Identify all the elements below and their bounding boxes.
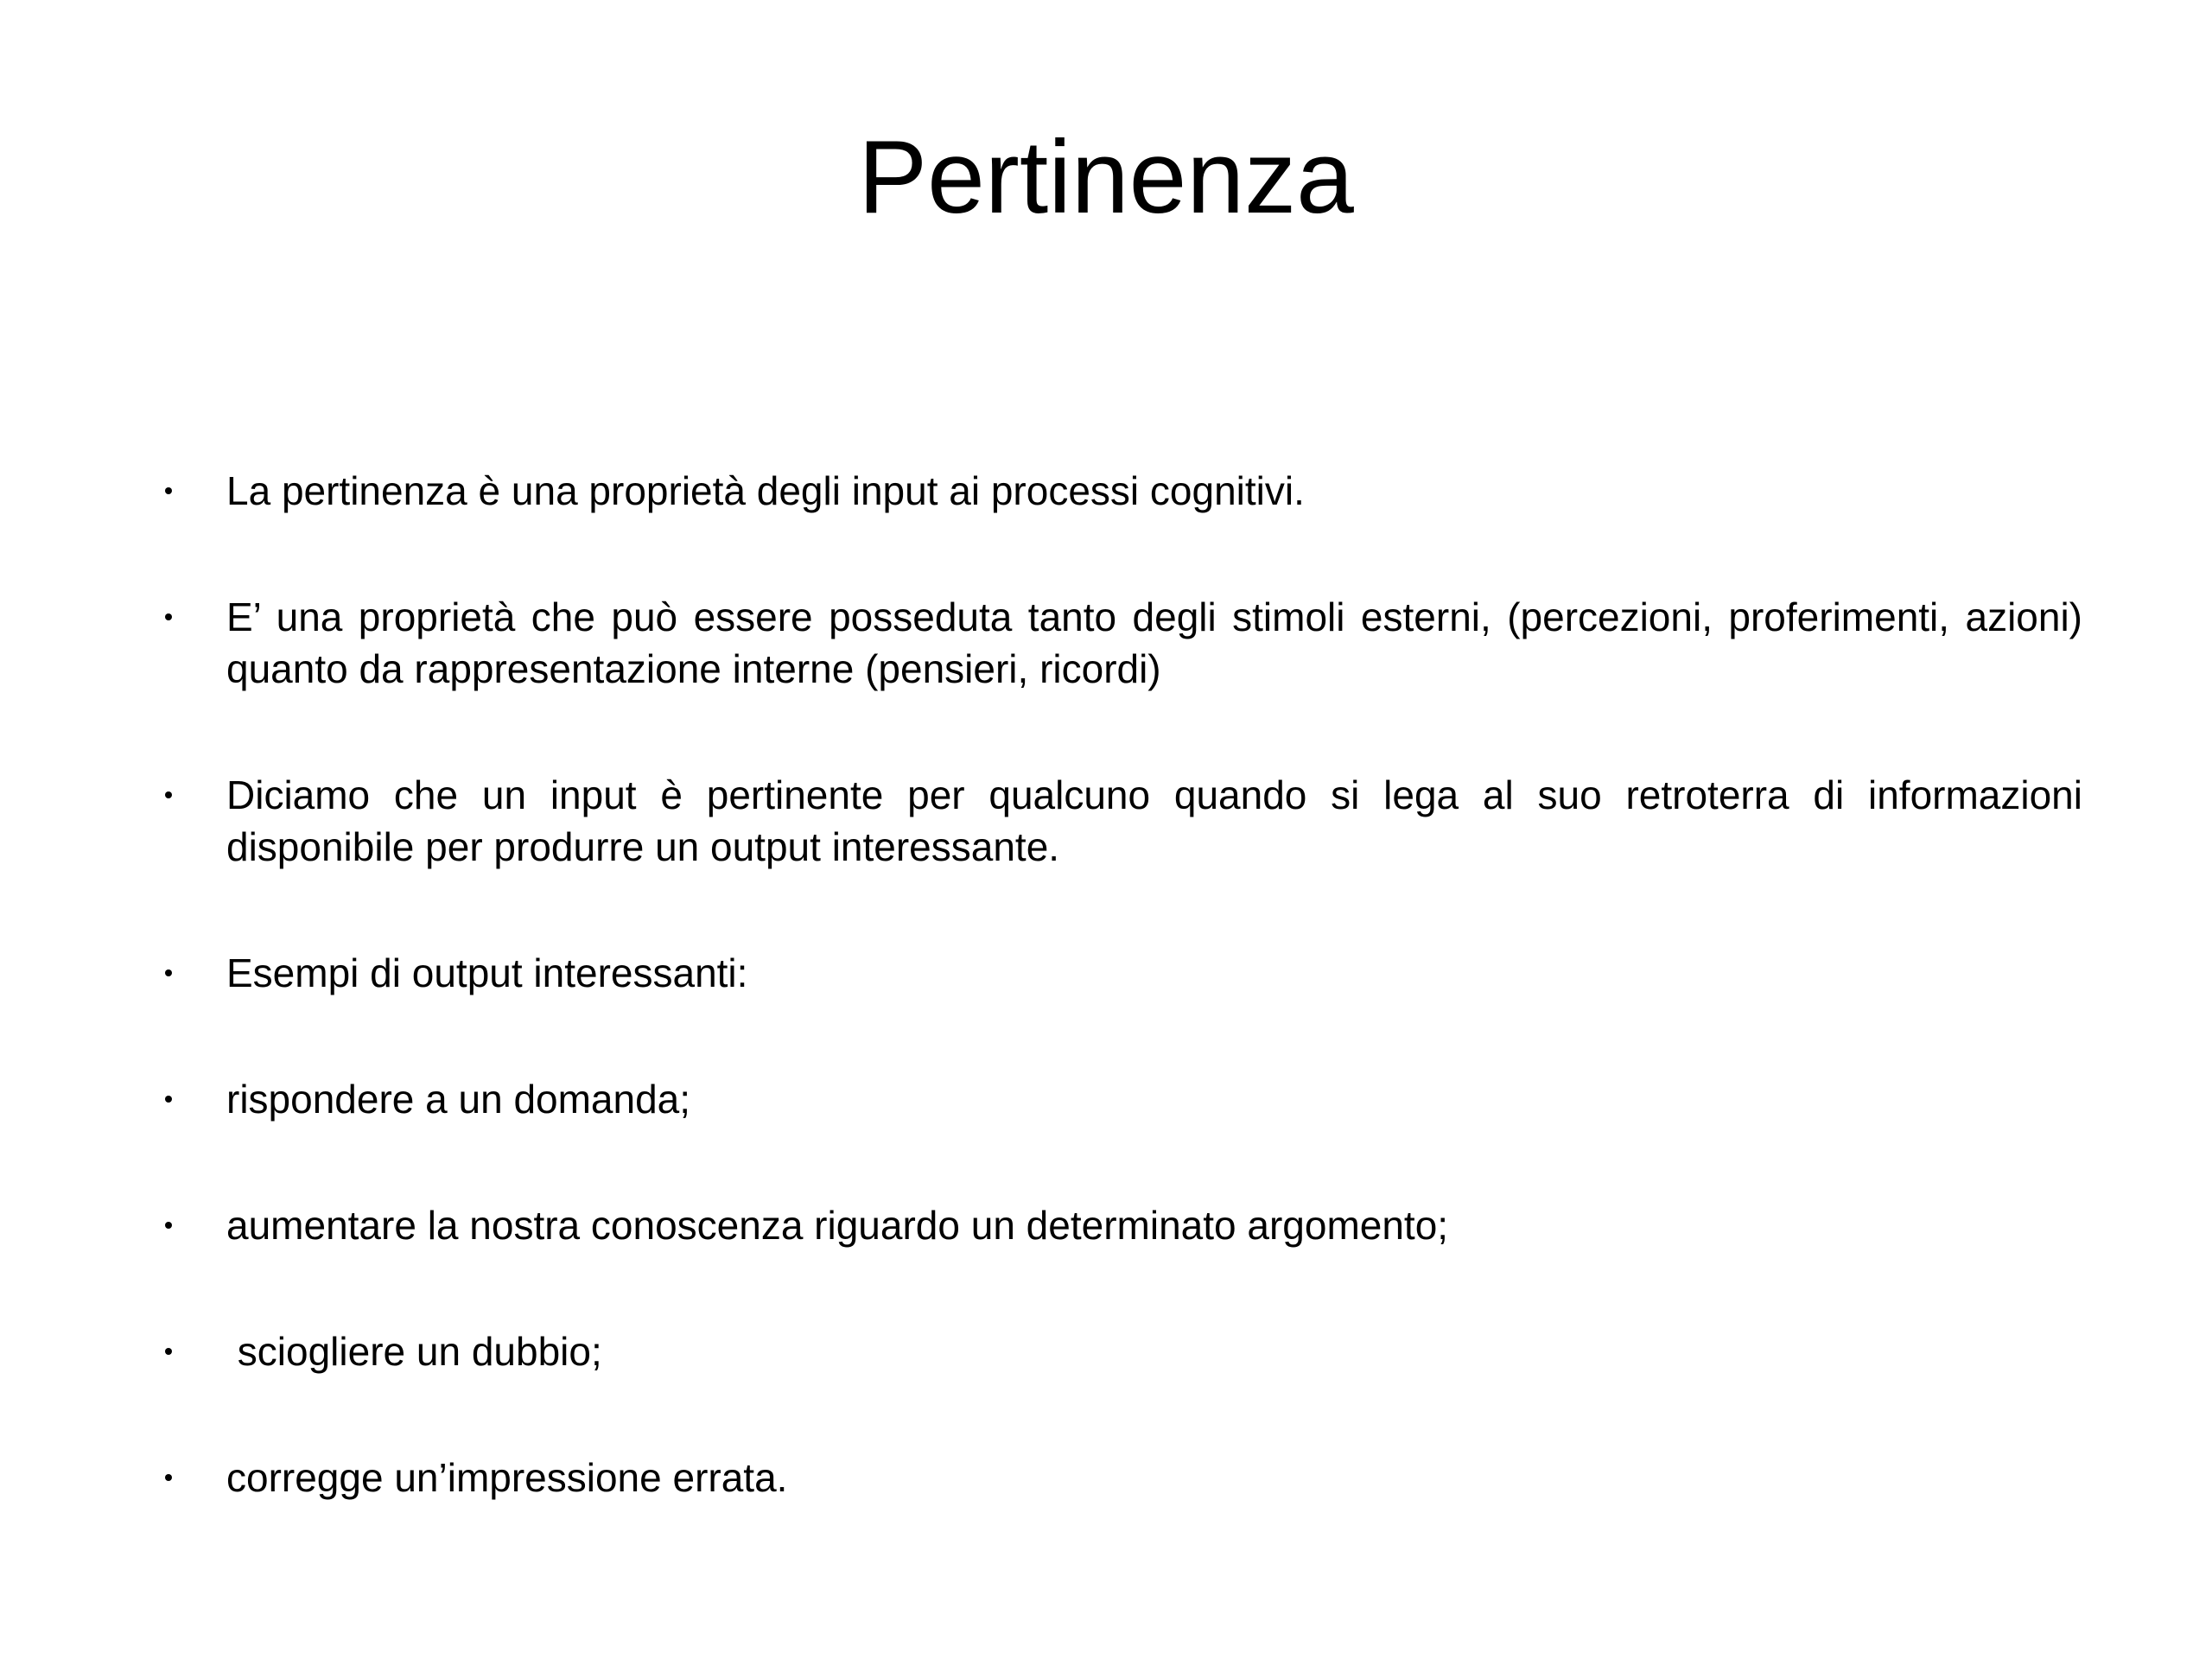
bullet-text: La pertinenza è una proprietà degli input ai processi cognitivi. xyxy=(226,468,1305,513)
bullet-item xyxy=(156,1073,2082,1125)
bullet-item xyxy=(156,947,2082,999)
bullet-dot-icon xyxy=(165,969,172,976)
bullet-item xyxy=(156,1452,2082,1503)
bullet-item xyxy=(156,591,2094,695)
bullet-text: Esempi di output interessanti: xyxy=(226,950,748,995)
bullet-text: E’ una proprietà che può essere posseduta tanto degli stimoli esterni, (percezioni, proferimenti, azioni) quanto da rappresentazione interne (pensieri, ricordi) xyxy=(226,594,2094,691)
bullet-list xyxy=(156,465,2094,1503)
bullet-text: Diciamo che un input è pertinente per qualcuno quando si lega al suo retroterra di informazioni disponibile per produrre un output interessante. xyxy=(226,772,2094,869)
bullet-dot-icon xyxy=(165,487,172,494)
bullet-dot-icon xyxy=(165,1348,172,1355)
bullet-text: sciogliere un dubbio; xyxy=(226,1329,602,1374)
bullet-dot-icon xyxy=(165,1222,172,1229)
bullet-dot-icon xyxy=(165,1474,172,1481)
bullet-item xyxy=(156,1199,2082,1251)
bullet-item xyxy=(156,465,2082,517)
bullet-item xyxy=(156,769,2094,873)
bullet-dot-icon xyxy=(165,1096,172,1103)
bullet-text: rispondere a un domanda; xyxy=(226,1077,691,1122)
bullet-dot-icon xyxy=(165,791,172,798)
bullet-item xyxy=(156,1325,2082,1377)
bullet-text: aumentare la nostra conoscenza riguardo un determinato argomento; xyxy=(226,1203,1449,1248)
bullet-dot-icon xyxy=(165,613,172,620)
slide-title: Pertinenza xyxy=(858,119,1354,235)
bullet-text: corregge un’impressione errata. xyxy=(226,1455,788,1500)
